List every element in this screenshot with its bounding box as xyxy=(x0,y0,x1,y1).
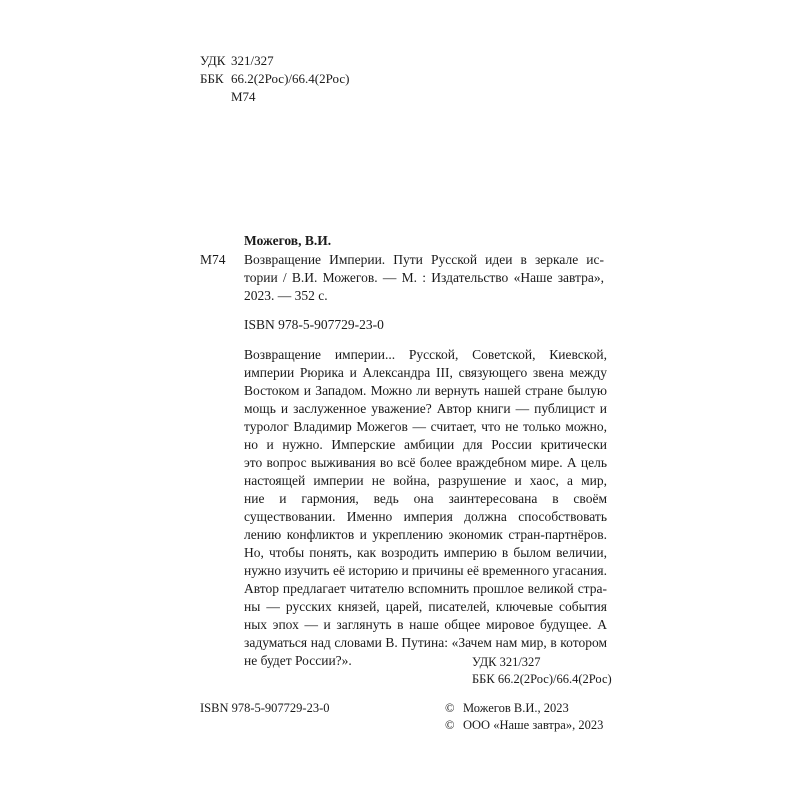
udk-value: 321/327 xyxy=(231,53,274,68)
classification-top xyxy=(200,52,349,106)
author-code: М74 xyxy=(231,89,256,104)
annotation-line: Возвращение империи... Русской, Советской, Киевской, xyxy=(244,347,607,362)
annotation-line: Автор предлагает читателю вспомнить прошлое великой стра- xyxy=(244,581,607,596)
copyright-author xyxy=(445,700,603,717)
annotation-line: Но, чтобы понять, как возродить империю в былом величии, xyxy=(244,545,607,560)
annotation-line: ных эпох — и заглянуть в наше общее мировое будущее. А xyxy=(244,617,607,632)
annotation-line: не будет России?». xyxy=(244,653,352,668)
annotation-line: Востоком и Западом. Можно ли вернуть нашей стране былую xyxy=(244,383,607,398)
annotation xyxy=(244,346,607,670)
classification-bottom xyxy=(472,654,612,688)
annotation-line: лению конфликтов и укреплению экономик стран-партнёров. xyxy=(244,527,607,542)
udk-label: УДК xyxy=(200,53,226,68)
annotation-line: ны — русских князей, царей, писателей, ключевые события xyxy=(244,599,607,614)
annotation-line: империи Рюрика и Александра III, связующего звена между xyxy=(244,365,607,380)
copyright-notices xyxy=(445,700,603,734)
bbk-bottom-line: ББК 66.2(2Рос)/66.4(2Рос) xyxy=(472,672,612,686)
annotation-line: нужно изучить её историю и причины её временного угасания. xyxy=(244,563,607,578)
udk-row xyxy=(200,52,349,70)
copyright-text: Можегов В.И., 2023 xyxy=(463,701,569,715)
udk-bottom-line: УДК 321/327 xyxy=(472,655,541,669)
annotation-line: настоящей империи не война, разрушение и хаос, а мир, xyxy=(244,473,607,488)
annotation-line: но и нужно. Имперские амбиции для России критически xyxy=(244,437,607,452)
bbk-row xyxy=(200,70,349,88)
copyright-symbol: © xyxy=(445,718,455,732)
bbk-label: ББК xyxy=(200,71,224,86)
annotation-line: это вопрос выживания во всё более враждебном мире. А цель xyxy=(244,455,607,470)
annotation-line: задуматься над словами В. Путина: «Зачем нам мир, в котором xyxy=(244,635,607,650)
biblio-line: Возвращение Империи. Пути Русской идеи в зеркале ис- xyxy=(244,252,604,267)
copyright-publisher xyxy=(445,717,603,734)
annotation-line: существовании. Именно империя должна способствовать xyxy=(244,509,607,524)
isbn-inner: ISBN 978-5-907729-23-0 xyxy=(244,317,384,332)
annotation-line: туролог Владимир Можегов — считает, что не только можно, xyxy=(244,419,607,434)
copyright-text: ООО «Наше завтра», 2023 xyxy=(463,718,604,732)
bbk-value: 66.2(2Рос)/66.4(2Рос) xyxy=(231,71,350,86)
annotation-line: мощь и заслуженное уважение? Автор книги — публицист и xyxy=(244,401,607,416)
biblio-line: 2023. — 352 с. xyxy=(244,288,328,303)
annotation-line: ние и гармония, ведь она заинтересована в своём xyxy=(244,491,607,506)
copyright-symbol: © xyxy=(445,701,455,715)
author-heading: Можегов, В.И. xyxy=(244,233,332,248)
isbn-bottom: ISBN 978-5-907729-23-0 xyxy=(200,701,330,715)
bibliographic-description xyxy=(244,251,604,305)
biblio-line: тории / В.И. Можегов. — М. : Издательство «Наше завтра», xyxy=(244,270,604,285)
biblio-author-code: М74 xyxy=(200,252,226,267)
